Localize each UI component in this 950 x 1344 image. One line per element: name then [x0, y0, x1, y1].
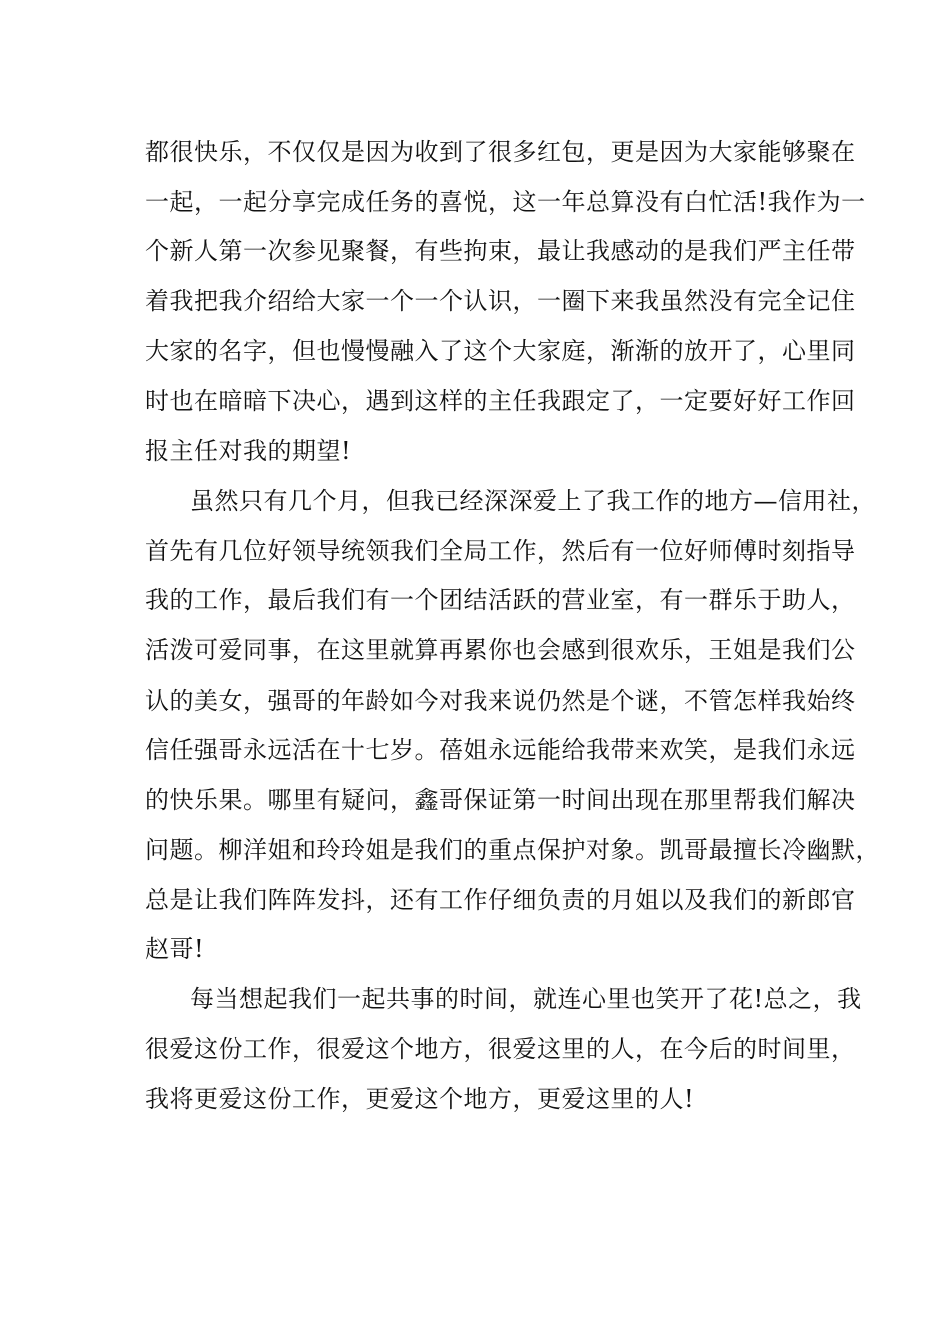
text-line: 认的美女，强哥的年龄如今对我来说仍然是个谜，不管怎样我始终: [145, 687, 856, 715]
text-line: 大家的名字，但也慢慢融入了这个大家庭，渐渐的放开了，心里同: [145, 337, 856, 365]
text-line: 信任强哥永远活在十七岁。蓓姐永远能给我带来欢笑，是我们永远: [145, 736, 856, 764]
text-line: 首先有几位好领导统领我们全局工作，然后有一位好师傅时刻指导: [145, 537, 856, 565]
text-line: 活泼可爱同事，在这里就算再累你也会感到很欢乐，王姐是我们公: [145, 636, 856, 664]
text-line: 赵哥!: [145, 935, 205, 963]
text-line: 一起，一起分享完成任务的喜悦，这一年总算没有白忙活!我作为一: [145, 188, 866, 216]
text-line: 时也在暗暗下决心，遇到这样的主任我跟定了，一定要好好工作回: [145, 387, 856, 415]
text-line: 报主任对我的期望!: [145, 437, 352, 465]
text-line: 每当想起我们一起共事的时间，就连心里也笑开了花!总之，我: [190, 985, 862, 1013]
text-line: 都很快乐，不仅仅是因为收到了很多红包，更是因为大家能够聚在: [145, 138, 856, 166]
text-line: 虽然只有几个月，但我已经深深爱上了我工作的地方—信用社，: [190, 487, 876, 515]
text-line: 很爱这份工作，很爱这个地方，很爱这里的人，在今后的时间里，: [145, 1035, 856, 1063]
text-line: 的快乐果。哪里有疑问，鑫哥保证第一时间出现在那里帮我们解决: [145, 786, 856, 814]
text-line: 我的工作，最后我们有一个团结活跃的营业室，有一群乐于助人，: [145, 586, 856, 614]
text-line: 我将更爱这份工作，更爱这个地方，更爱这里的人!: [145, 1085, 695, 1113]
text-line: 问题。柳洋姐和玲玲姐是我们的重点保护对象。凯哥最擅长冷幽默，: [145, 836, 880, 864]
text-line: 个新人第一次参见聚餐，有些拘束，最让我感动的是我们严主任带: [145, 237, 856, 265]
text-line: 总是让我们阵阵发抖，还有工作仔细负责的月姐以及我们的新郎官: [145, 886, 856, 914]
text-line: 着我把我介绍给大家一个一个认识，一圈下来我虽然没有完全记住: [145, 287, 856, 315]
